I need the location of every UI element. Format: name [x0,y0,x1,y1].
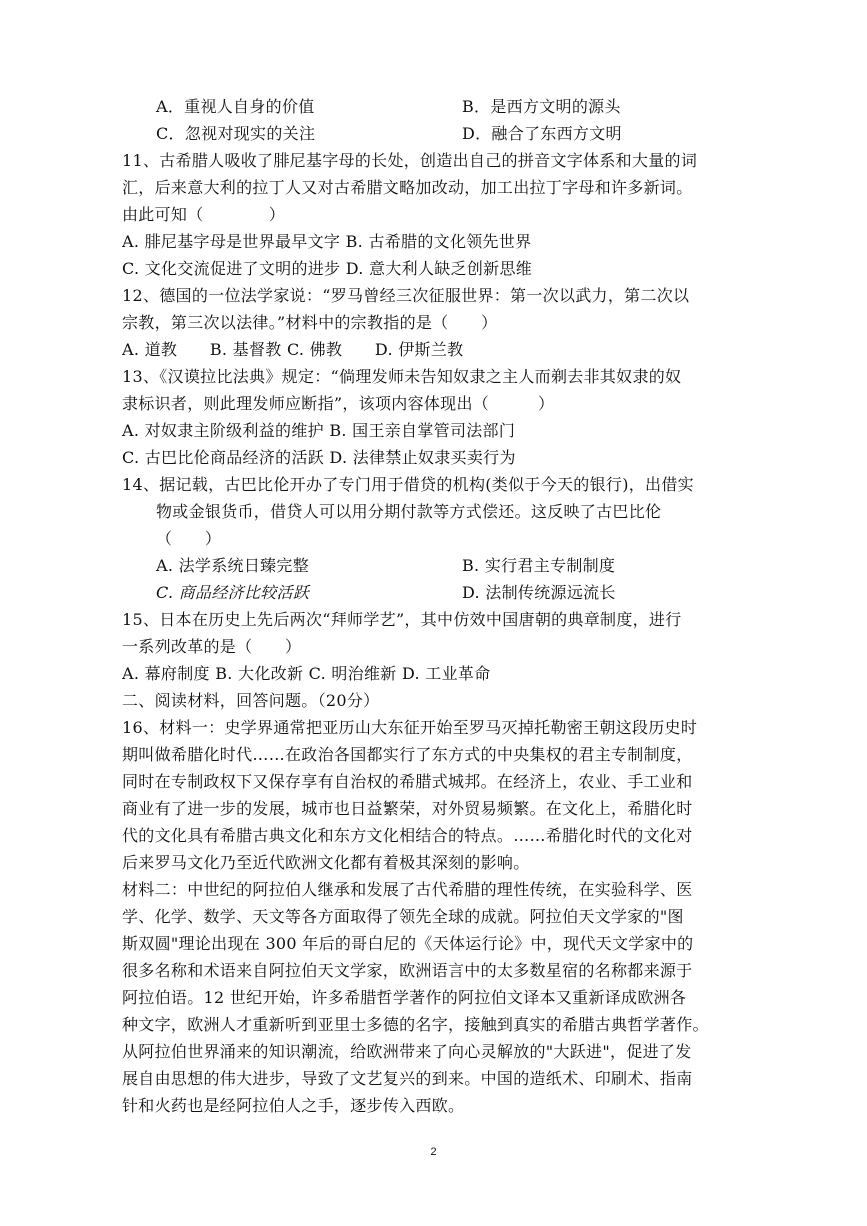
page-number: 2 [430,1146,437,1158]
q10-option-d: D．融合了东西方文明 [462,124,622,143]
q16-material-2-line: 展自由思想的伟大进步，导致了文艺复兴的到来。中国的造纸术、印刷术、指南 [122,1069,693,1088]
q16-material-1-line: 代的文化具有希腊古典文化和东方文化相结合的特点。……希腊化时代的文化对 [122,826,693,845]
q16-material-1-line: 期叫做希腊化时代……在政治各国都实行了东方式的中央集权的君主专制制度， [122,745,693,764]
q12-stem-line-2: 宗教，第三次以法律。”材料中的宗教指的是（ ） [122,313,498,332]
q14-stem-line-1: 14、据记载，古巴比伦开办了专门用于借贷的机构(类似于今天的银行)，出借实 [122,475,694,494]
q11-options-line-1: A. 腓尼基字母是世界最早文字 B. 古希腊的文化领先世界 [122,232,532,251]
q14-option-b: B. 实行君主专制制度 [462,556,616,575]
page-content [122,93,762,1119]
q10-option-b: B．是西方文明的源头 [462,97,621,116]
q16-material-1-line: 商业有了进一步的发展，城市也日益繁荣，对外贸易频繁。在文化上，希腊化时 [122,799,693,818]
q16-material-1-line: 同时在专制政权下又保存享有自治权的希腊式城邦。在经济上，农业、手工业和 [122,772,693,791]
q14-stem-line-3: （ ） [156,529,222,548]
q13-stem-line-1: 13、《汉谟拉比法典》规定：“倘理发师未告知奴隶之主人而剃去非其奴隶的奴 [122,367,682,386]
q10-option-c: C．忽视对现实的关注 [156,124,316,143]
q16-material-2-line: 从阿拉伯世界涌来的知识潮流，给欧洲带来了向心灵解放的"大跃进"，促进了发 [122,1042,692,1061]
q16-material-2-line: 很多名称和术语来自阿拉伯天文学家，欧洲语言中的太多数星宿的名称都来源于 [122,961,693,980]
q15-stem-line-1: 15、日本在历史上先后两次“拜师学艺”，其中仿效中国唐朝的典章制度，进行 [122,610,682,629]
q16-material-2-line: 斯双圆"理论出现在 300 年后的哥白尼的《天体运行论》中，现代天文学家中的 [122,934,694,953]
q14-option-a: A. 法学系统日臻完整 [156,556,310,575]
q14-option-c: C. 商品经济比较活跃 [156,583,310,602]
q10-options-row-2 [122,120,762,147]
q10-options-row-1 [122,93,762,120]
q14-stem-line-2: 物或金银货币，借贷人可以用分期付款等方式偿还。这反映了古巴比伦 [156,502,662,521]
q16-material-2-line: 针和火药也是经阿拉伯人之手，逐步传入西欧。 [122,1096,465,1115]
q16-material-2 [122,876,762,1119]
q12-stem-line-1: 12、德国的一位法学家说：“罗马曾经三次征服世界：第一次以武力，第二次以 [122,286,690,305]
q11-stem-line-2: 汇，后来意大利的拉丁人又对古希腊文略加改动，加工出拉丁字母和许多新词。 [122,178,693,197]
section-2-title: 二、阅读材料，回答问题。（20分） [122,691,380,710]
q16-material-2-line: 种文字，欧洲人才重新听到亚里士多德的名字，接触到真实的希腊古典哲学著作。 [122,1015,709,1034]
q16-material-1-line: 后来罗马文化乃至近代欧洲文化都有着极其深刻的影响。 [122,853,530,872]
q10-option-a: A．重视人自身的价值 [156,97,315,116]
q11-stem-line-3: 由此可知（ ） [122,205,286,224]
q13-options-line-1: A. 对奴隶主阶级利益的维护 B. 国王亲自掌管司法部门 [122,421,516,440]
q16-material-1 [122,714,762,876]
q11-stem-line-1: 11、古希腊人吸收了腓尼基字母的长处，创造出自己的拼音文字体系和大量的词 [122,151,698,170]
q13-options-line-2: C. 古巴比伦商品经济的活跃 D. 法律禁止奴隶买卖行为 [122,448,516,467]
q16-material-1-line: 16、材料一：史学界通常把亚历山大东征开始至罗马灭掉托勒密王朝这段历史时 [122,718,698,737]
q16-material-2-line: 学、化学、数学、天文等各方面取得了领先全球的成就。阿拉伯天文学家的"图 [122,907,684,926]
q14-options-row-2 [122,579,762,606]
q11-options-line-2: C. 文化交流促进了文明的进步 D. 意大利人缺乏创新思维 [122,259,533,278]
q16-material-2-line: 阿拉伯语。12 世纪开始，许多希腊哲学著作的阿拉伯文译本又重新译成欧洲各 [122,988,687,1007]
q14-option-d: D. 法制传统源远流长 [462,583,616,602]
q15-stem-line-2: 一系列改革的是（ ） [122,637,302,656]
q12-options: A. 道教 B. 基督教 C. 佛教 D. 伊斯兰教 [122,340,464,359]
q13-stem-line-2: 隶标识者，则此理发师应断指”，该项内容体现出（ ） [122,394,555,413]
q16-material-2-line: 材料二：中世纪的阿拉伯人继承和发展了古代希腊的理性传统，在实验科学、医 [122,880,693,899]
q15-options: A. 幕府制度 B. 大化改新 C. 明治维新 D. 工业革命 [122,664,491,683]
q14-options-row-1 [122,552,762,579]
